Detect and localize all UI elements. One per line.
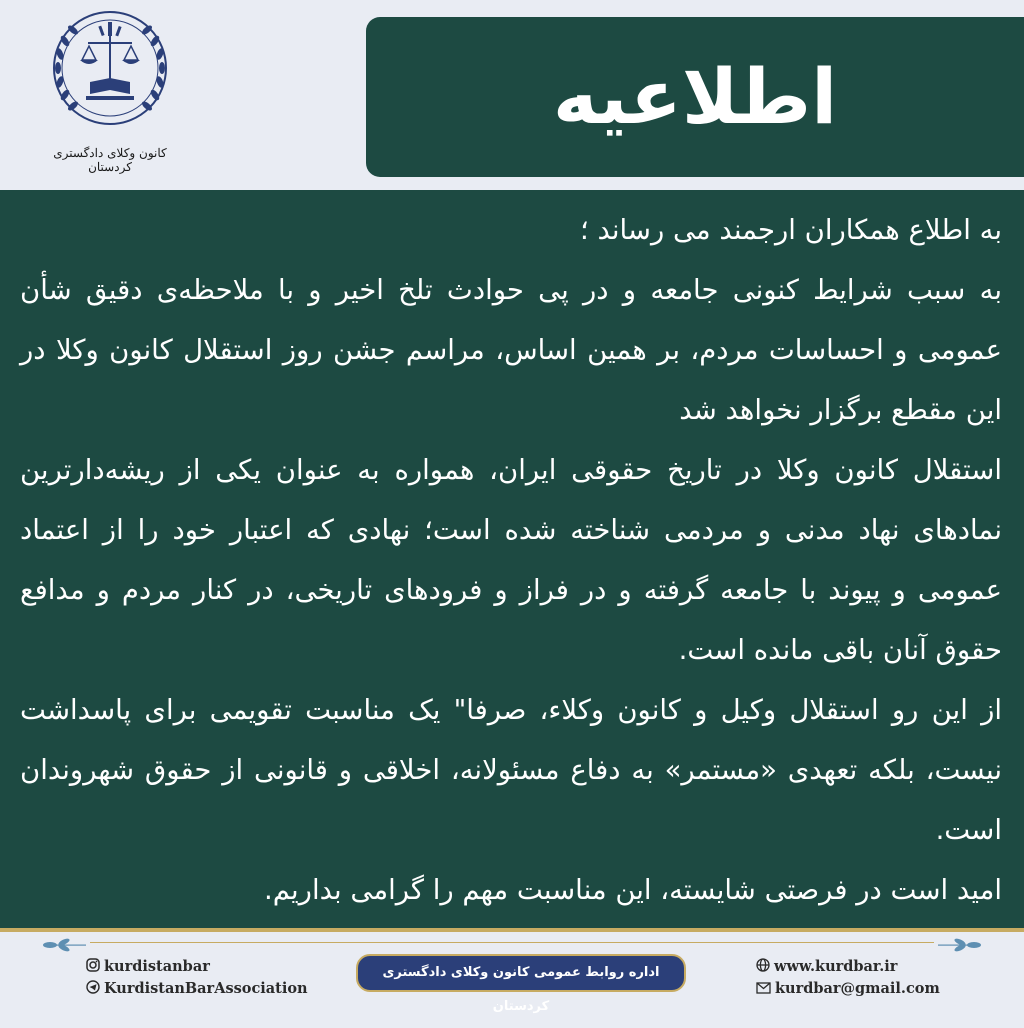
footer-divider: [90, 942, 934, 943]
footer: [0, 928, 1024, 1028]
website-link[interactable]: [756, 958, 897, 976]
leaf-ornament-left-icon: [42, 938, 88, 952]
public-relations-badge: اداره روابط عمومی کانون وکلای دادگستری کردستان: [356, 954, 686, 992]
paragraph-history: استقلال کانون وکلا در تاریخ حقوقی ایران، همواره به عنوان یکی از ریشه‌دارترین نمادهای نهاد مدنی و مردمی شناخته شده است؛ نهادی که اعتبار خود را از اعتماد عمومی و پیوند با جامعه گرفته و در فراز و فرودهای تاریخی، در کنار مردم و مدافع حقوق آنان باقی مانده است.: [20, 454, 1002, 666]
header: [0, 0, 1024, 190]
globe-icon: [756, 958, 770, 976]
paragraph-cancellation: به سبب شرایط کنونی جامعه و در پی حوادث تلخ اخیر و با ملاحظه‌ی دقیق شأن عمومی و احساسات مردم، بر همین اساس، مراسم جشن روز استقلال کانون وکلا در این مقطع برگزار نخواهد شد: [20, 274, 1002, 426]
leaf-ornament-right-icon: [936, 938, 982, 952]
email-link[interactable]: [756, 980, 940, 998]
bar-association-logo: [30, 0, 190, 180]
email-text: kurdbar@gmail.com: [775, 980, 940, 997]
page-title: اطلاعیه: [552, 52, 838, 141]
scales-emblem-icon: [30, 0, 190, 150]
paragraph-commitment: از این رو استقلال وکیل و کانون وکلاء، صرفا" یک مناسبت تقویمی برای پاسداشت نیست، بلکه تعهدی «مستمر» به دفاع مسئولانه، اخلاقی و قانونی از حقوق شهروندان است.: [20, 694, 1002, 846]
telegram-text: KurdistanBarAssociation: [104, 980, 308, 997]
telegram-icon: [86, 980, 100, 998]
instagram-icon: [86, 958, 100, 976]
instagram-text: kurdistanbar: [104, 958, 210, 975]
instagram-handle[interactable]: [86, 958, 210, 976]
website-text: www.kurdbar.ir: [774, 958, 898, 975]
mail-icon: [756, 981, 771, 998]
logo-caption: کانون وکلای دادگستری کردستان: [53, 146, 167, 174]
title-banner: [366, 17, 1024, 177]
announcement-body: [20, 200, 1002, 920]
telegram-handle[interactable]: [86, 980, 308, 998]
paragraph-greeting: به اطلاع همکاران ارجمند می رساند ؛: [579, 214, 1002, 246]
paragraph-closing: امید است در فرصتی شایسته، این مناسبت مهم را گرامی بداریم.: [263, 874, 1002, 906]
